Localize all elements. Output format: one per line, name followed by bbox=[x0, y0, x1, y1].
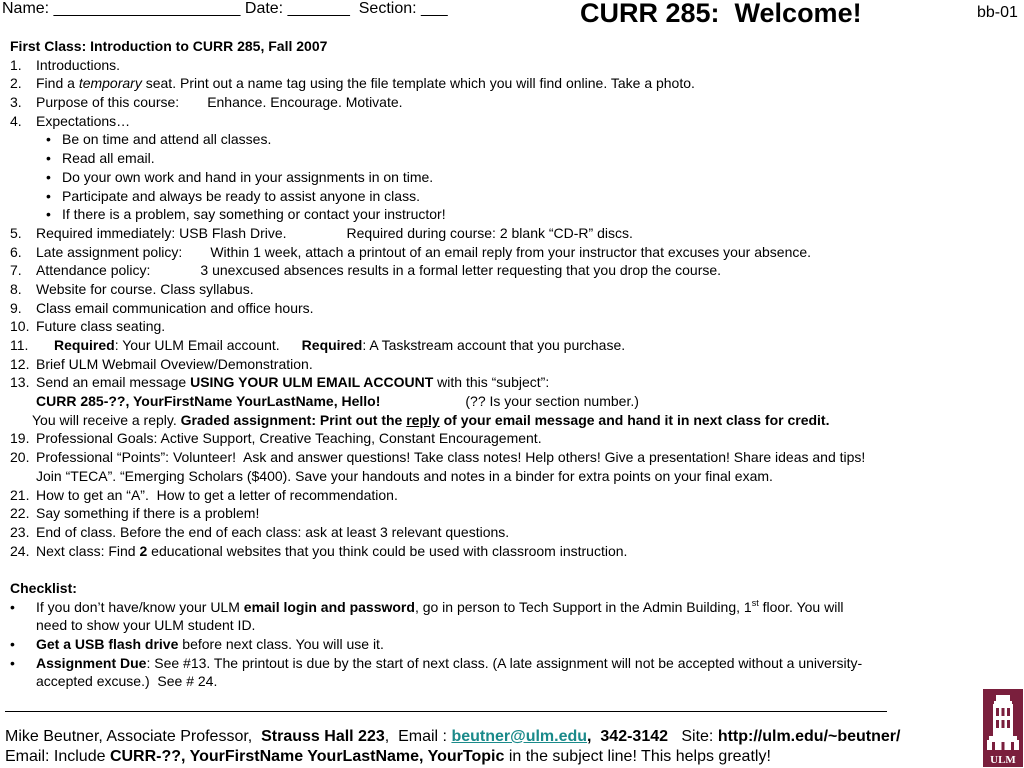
checklist-item-continuation: need to show your ULM student ID. bbox=[36, 617, 256, 634]
list-item: 12. Brief ULM Webmail Oveview/Demonstration. bbox=[10, 355, 313, 372]
footer-contact-line: Mike Beutner, Associate Professor, Strauss Hall 223, Email : beutner@ulm.edu, 342-3142 Site: http://ulm.edu/~beutner/ bbox=[5, 728, 901, 745]
site-link[interactable]: http://ulm.edu/~beutner/ bbox=[717, 728, 901, 745]
list-item-continuation: Join “TECA”. “Emerging Scholars ($400). Save your handouts and notes in a binder for extra points on your final exam. bbox=[36, 467, 773, 484]
expectation-item: • Be on time and attend all classes. bbox=[46, 131, 272, 148]
list-item: 3. Purpose of this course: Enhance. Encourage. Motivate. bbox=[10, 94, 403, 111]
list-item: 20. Professional “Points”: Volunteer! Ask and answer questions! Take class notes! Help others! Give a presentation! Share ideas and tips! bbox=[10, 449, 866, 466]
list-item: 13. Send an email message USING YOUR ULM EMAIL ACCOUNT with this “subject”: bbox=[10, 374, 550, 391]
document-body bbox=[10, 37, 1010, 691]
expectation-item: • If there is a problem, say something or contact your instructor! bbox=[46, 206, 446, 223]
ulm-tower-icon bbox=[983, 689, 1023, 767]
list-item: 1. Introductions. bbox=[10, 56, 121, 73]
graded-assignment-line: You will receive a reply. Graded assignment: Print out the reply of your email message and hand it in next class for credit. bbox=[32, 411, 830, 428]
list-item: 5. Required immediately: USB Flash Drive. Required during course: 2 blank “CD-R” discs. bbox=[10, 224, 633, 241]
checklist-item: • Assignment Due: See #13. The printout is due by the start of next class. (A late assignment will not be accepted without a university- bbox=[10, 654, 863, 671]
list-item: 6. Late assignment policy: Within 1 week, attach a printout of an email reply from your instructor that excuses your absence. bbox=[10, 243, 812, 260]
checklist-title: Checklist: bbox=[10, 579, 77, 596]
footer-divider bbox=[5, 711, 887, 712]
checklist-item: • If you don’t have/know your ULM email login and password, go in person to Tech Support in the Admin Building, 1st floor. You will bbox=[10, 597, 844, 615]
list-item: 9. Class email communication and office hours. bbox=[10, 299, 314, 316]
expectation-item: • Read all email. bbox=[46, 150, 155, 167]
list-item: 21. How to get an “A”. How to get a letter of recommendation. bbox=[10, 486, 398, 503]
footer-instruction-line: Email: Include CURR-??, YourFirstName YourLastName, YourTopic in the subject line! This helps greatly! bbox=[5, 748, 771, 765]
checklist-item-continuation: accepted excuse.) See # 24. bbox=[36, 673, 218, 690]
email-link[interactable]: beutner@ulm.edu bbox=[451, 728, 588, 745]
page-title: CURR 285: Welcome! bbox=[580, 0, 862, 28]
email-subject-line: CURR 285-??, YourFirstName YourLastName, Hello! (?? Is your section number.) bbox=[36, 393, 639, 410]
checklist-item: • Get a USB flash drive before next class. You will use it. bbox=[10, 636, 384, 652]
expectation-item: • Do your own work and hand in your assignments in on time. bbox=[46, 168, 434, 185]
logo-text: ULM bbox=[990, 754, 1016, 766]
intro-title: First Class: Introduction to CURR 285, Fall 2007 bbox=[10, 38, 328, 54]
expectation-item: • Participate and always be ready to assist anyone in class. bbox=[46, 187, 420, 204]
list-item: 11. Required: Your ULM Email account. Required: A Taskstream account that you purchase. bbox=[10, 337, 626, 353]
list-item: 2. Find a temporary seat. Print out a name tag using the file template which you will find online. Take a photo. bbox=[10, 75, 695, 92]
page-code: bb-01 bbox=[977, 4, 1018, 21]
list-item: 23. End of class. Before the end of each class: ask at least 3 relevant questions. bbox=[10, 523, 510, 540]
ulm-logo bbox=[983, 689, 1023, 767]
list-item: 19. Professional Goals: Active Support, Creative Teaching, Constant Encouragement. bbox=[10, 430, 542, 447]
list-item: 10. Future class seating. bbox=[10, 318, 166, 335]
list-item: 22. Say something if there is a problem! bbox=[10, 505, 260, 522]
list-item: 24. Next class: Find 2 educational websites that you think could be used with classroom instruction. bbox=[10, 542, 628, 559]
header-name-date-section: Name: _____________________ Date: _______ Section: ___ bbox=[2, 0, 448, 17]
list-item: 4. Expectations… bbox=[10, 112, 131, 129]
footer bbox=[5, 727, 980, 767]
list-item: 7. Attendance policy: 3 unexcused absences results in a formal letter requesting that you drop the course. bbox=[10, 262, 722, 279]
list-item: 8. Website for course. Class syllabus. bbox=[10, 280, 254, 297]
